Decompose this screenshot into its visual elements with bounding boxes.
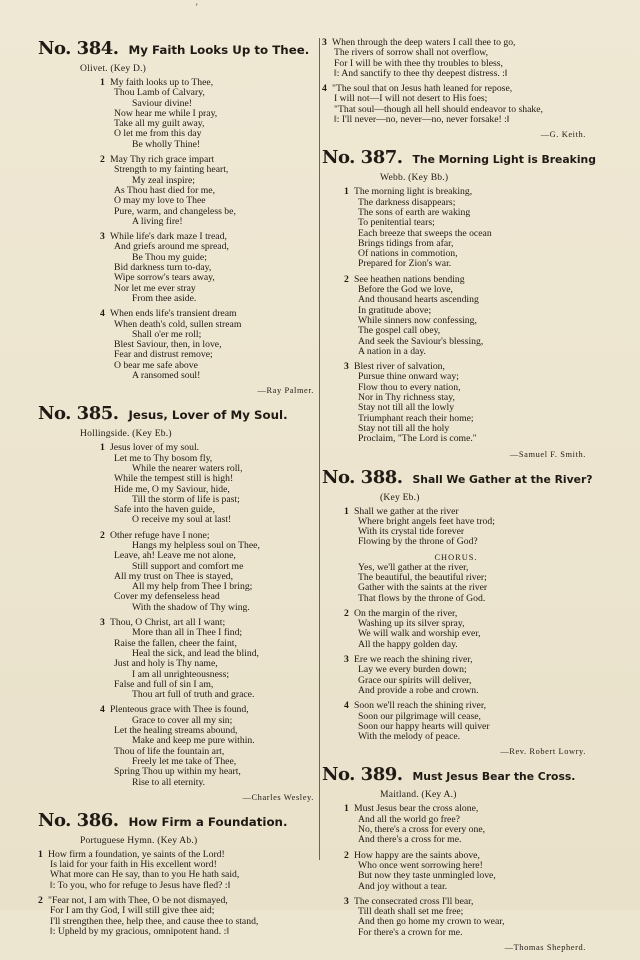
hymn-title: The Morning Light is Breaking [412, 153, 596, 167]
chorus-label: CHORUS. [434, 552, 478, 562]
chorus [322, 563, 590, 604]
stanza-number: 2 [344, 273, 349, 285]
verse-line: Must Jesus bear the cross alone, [354, 803, 479, 815]
stanza-number: 4 [100, 308, 105, 320]
verse-line: O let me from this day [114, 128, 202, 140]
verse-line: While sinners now confessing, [358, 314, 477, 326]
hymn-title: My Faith Looks Up to Thee. [128, 43, 310, 57]
hymn-author: —Ray Palmer. [257, 386, 314, 396]
verse-line: False and full of sin I am, [114, 678, 214, 690]
stanza-number: 3 [322, 37, 327, 48]
verse-line: I'll strengthen thee, help thee, and cause thee to stand, [50, 915, 259, 927]
verse-line: Fear and distrust remove; [114, 349, 213, 361]
stanza [38, 155, 318, 227]
stanza-number: 1 [344, 186, 349, 198]
stanza-number: 2 [344, 849, 349, 861]
verse-line: Till death shall set me free; [358, 906, 464, 918]
stanza [322, 897, 590, 938]
verse-line: "The soul that on Jesus hath leaned for repose, [332, 83, 513, 95]
chorus-line: The beautiful, the beautiful river; [358, 571, 487, 583]
hymn-number: No. 384. [38, 38, 119, 59]
hymn-tune: Webb. (Key Bb.) [380, 172, 449, 184]
hymn-tune: Olivet. (Key D.) [80, 63, 147, 74]
verse-line: Nor in Thy richness stay, [358, 392, 455, 404]
verse-line: Hide me, O my Saviour, hide, [114, 483, 230, 495]
verse-line: Just and holy is Thy name, [114, 658, 218, 670]
verse-line: Till the storm of life is past; [132, 493, 240, 505]
verse-line: For I will be with thee thy troubles to bless, [334, 57, 503, 69]
stanza-number: 3 [344, 654, 349, 666]
verse-line: And provide a robe and crown. [358, 684, 479, 696]
stanza [322, 655, 590, 696]
verse-line: My faith looks up to Thee, [110, 77, 214, 88]
verse-line: From thee aside. [132, 292, 197, 304]
hymn-title: How Firm a Foundation. [128, 814, 288, 829]
stanza [322, 187, 590, 269]
verse-line: Freely let me take of Thee, [132, 755, 237, 767]
verse-line: Thou Lamb of Calvary, [114, 87, 205, 99]
verse-line: For I am thy God, I will still give thee aid; [50, 905, 215, 917]
verse-line: And then go home my crown to wear, [358, 916, 505, 928]
verse-line: Soon we'll reach the shining river, [354, 700, 487, 712]
hymn-number: No. 386. [38, 809, 119, 831]
stanza-number: 2 [100, 154, 105, 166]
stanza [322, 609, 590, 650]
verse-line: A living fire! [132, 215, 183, 227]
verse-line: Nor let me ever stray [114, 282, 196, 294]
stanza-number: 4 [322, 83, 327, 95]
verse-line: And joy without a tear. [358, 880, 448, 892]
verse-line: Let me to Thy bosom fly, [114, 452, 213, 464]
verse-line: With the melody of peace. [358, 731, 461, 743]
page-mark: ' [196, 2, 198, 12]
verse-line: "That soul—though all hell should endeavor to shake, [334, 103, 543, 115]
verse-line: No, there's a cross for every one, [358, 824, 486, 836]
stanza [38, 850, 318, 891]
stanza-number: 3 [100, 617, 105, 629]
hymn-384 [38, 38, 318, 395]
hymn-388 [322, 466, 593, 757]
stanza [38, 705, 318, 787]
verse-line: When death's cold, sullen stream [114, 318, 242, 330]
verse-line: Blest Saviour, then, in love, [114, 339, 222, 351]
verse-line: May Thy rich grace impart [110, 154, 215, 166]
verse-line: Safe into the haven guide, [114, 504, 215, 516]
stanza-number: 2 [344, 607, 349, 619]
stanza [38, 443, 318, 525]
hymn-389 [322, 764, 590, 952]
verse-line: A nation in a day. [358, 345, 426, 357]
stanza-number: 3 [344, 895, 349, 907]
verse-line: As Thou hast died for me, [114, 184, 215, 196]
verse-line: Thou art full of truth and grace. [132, 689, 255, 701]
hymn-tune: Portuguese Hymn. (Key Ab.) [80, 834, 198, 846]
verse-line: Prepared for Zion's war. [358, 258, 452, 270]
verse-line: Wipe sorrow's tears away, [114, 272, 215, 284]
hymn-385 [38, 403, 318, 802]
hymn-title: Shall We Gather at the River? [412, 472, 593, 486]
left-column [38, 38, 318, 945]
verse-line: Ere we reach the shining river, [354, 654, 473, 666]
verse-line: Be wholly Thine! [132, 138, 201, 150]
stanza-number: 3 [344, 361, 349, 373]
verse-line: All my trust on Thee is stayed, [114, 570, 234, 582]
verse-line: Before the God we love, [358, 284, 453, 296]
verse-line: O receive my soul at last! [132, 514, 232, 526]
verse-line: Of nations in commotion, [358, 248, 458, 260]
stanza-number: 4 [344, 700, 349, 712]
verse-line: "Fear not, I am with Thee, O be not dismayed, [48, 895, 228, 906]
verse-line: And there's a cross for me. [358, 834, 462, 846]
verse-line: Now hear me while I pray, [114, 107, 218, 119]
stanza-number: 4 [100, 704, 105, 716]
hymn-heading [322, 147, 596, 169]
verse-line: And thousand hearts ascending [358, 294, 479, 306]
verse-line: In gratitude above; [358, 304, 432, 316]
stanza [322, 84, 590, 125]
verse-line: ‖: To you, who for refuge to Jesus have fled? :‖ [50, 879, 231, 891]
verse-line: Shall o'er me roll; [132, 328, 202, 340]
stanza-number: 1 [100, 77, 105, 88]
hymn-title: Must Jesus Bear the Cross. [412, 770, 576, 784]
hymn-tune: (Key Eb.) [380, 491, 420, 503]
verse-line: For there's a crown for me. [358, 926, 463, 938]
verse-line: Be Thou my guide; [132, 251, 207, 263]
verse-line: Grace to cover all my sin; [132, 714, 233, 726]
hymn-387 [322, 147, 596, 459]
verse-line: The morning light is breaking, [354, 186, 473, 198]
verse-line: Spring Thou up within my heart, [114, 766, 241, 778]
stanza-number: 2 [38, 895, 43, 906]
verse-line: The consecrated cross I'll bear, [354, 895, 474, 907]
stanza [322, 362, 590, 444]
hymn-heading [322, 764, 590, 785]
verse-line: While the nearer waters roll, [132, 462, 243, 474]
stanza-number: 1 [38, 848, 43, 860]
verse-line: Rise to all eternity. [132, 776, 206, 788]
hymn-heading [38, 810, 318, 831]
verse-line: See heathen nations bending [354, 273, 465, 285]
stanza [38, 531, 318, 613]
verse-line: While the tempest still is high! [114, 473, 234, 485]
verse-line: Make and keep me pure within. [132, 735, 255, 747]
verse-line: I am all unrighteousness; [132, 668, 230, 680]
verse-line: Raise the fallen, cheer the faint, [114, 637, 237, 649]
verse-line: Soon our pilgrimage will cease, [358, 710, 481, 722]
verse-line: We will walk and worship ever, [358, 628, 481, 640]
verse-line: With the shadow of Thy wing. [132, 601, 250, 613]
hymn-tune: Hollingside. (Key Eb.) [80, 428, 172, 440]
verse-line: Thou of life the fountain art, [114, 745, 225, 757]
hymn-author: —Rev. Robert Lowry. [500, 747, 586, 757]
verse-line: Who once went sorrowing here! [358, 859, 483, 871]
verse-line: More than all in Thee I find; [132, 627, 243, 639]
verse-line: Bid darkness turn to-day, [114, 262, 212, 274]
hymn-heading [38, 403, 318, 424]
stanza [38, 618, 318, 700]
hymn-386 [38, 810, 318, 937]
hymn-tune: Maitland. (Key A.) [380, 789, 457, 801]
verse-line: What more can He say, than to you He hath said, [50, 869, 240, 881]
verse-line: Leave, ah! Leave me not alone, [114, 550, 236, 562]
verse-line: On the margin of the river, [354, 607, 458, 619]
verse-line: O bear me safe above [114, 359, 198, 371]
verse-line: ‖: And sanctify to thee thy deepest distress. :‖ [334, 67, 508, 79]
verse-line: The darkness disappears; [358, 196, 456, 208]
verse-line: And griefs around me spread, [114, 241, 229, 253]
verse-line: Heal the sick, and lead the blind, [132, 647, 259, 659]
verse-line: My zeal inspire; [132, 174, 195, 186]
verse-line: ‖: I'll never—no, never—no, never forsake! :‖ [334, 114, 510, 126]
verse-line: When through the deep waters I call thee to go, [332, 37, 516, 48]
stanza-number: 3 [100, 231, 105, 243]
verse-line: Plenteous grace with Thee is found, [110, 704, 249, 716]
verse-line: Brings tidings from afar, [358, 237, 454, 249]
stanza [38, 78, 318, 150]
verse-line: Take all my guilt away, [114, 118, 205, 130]
stanza-number: 2 [100, 529, 105, 541]
verse-line: Let the healing streams abound, [114, 725, 238, 737]
verse-line: Other refuge have I none; [110, 529, 210, 541]
verse-line: Still support and comfort me [132, 560, 244, 572]
verse-line: With its crystal tide forever [358, 526, 465, 538]
stanza [322, 507, 590, 548]
chorus-line: That flows by the throne of God. [358, 592, 486, 604]
stanza [322, 38, 590, 79]
stanza-number: 1 [344, 803, 349, 815]
verse-line: And all the world go free? [358, 813, 460, 825]
verse-line: Triumphant reach their home; [358, 412, 474, 424]
hymn-heading [322, 466, 593, 488]
stanza [322, 851, 590, 892]
verse-line: Grace our spirits will deliver, [358, 674, 472, 686]
verse-line: When ends life's transient dream [110, 308, 237, 320]
hymn-number: No. 388. [322, 466, 403, 488]
stanza-number: 1 [100, 442, 105, 454]
hymn-386-continued [322, 38, 590, 139]
chorus-line: Yes, we'll gather at the river, [358, 561, 469, 573]
verse-line: Flowing by the throne of God? [358, 536, 478, 548]
verse-line: But now they taste unmingled love, [358, 870, 496, 882]
verse-line: Hangs my helpless soul on Thee, [132, 539, 260, 551]
verse-line: Is laid for your faith in His excellent word! [50, 859, 217, 871]
hymn-number: No. 389. [322, 764, 403, 786]
verse-line: And seek the Saviour's blessing, [358, 335, 484, 347]
verse-line: O may my love to Thee [114, 195, 206, 207]
stanza [38, 232, 318, 304]
verse-line: Saviour divine! [132, 97, 192, 109]
hymn-author: —Samuel F. Smith. [509, 449, 586, 459]
hymn-number: No. 387. [322, 147, 403, 169]
stanza [322, 701, 590, 742]
verse-line: How firm a foundation, ye saints of the Lord! [48, 848, 225, 860]
verse-line: Pure, warm, and changeless be, [114, 205, 236, 217]
hymn-heading [38, 38, 318, 59]
verse-line: The rivers of sorrow shall not overflow, [334, 47, 489, 59]
verse-line: To penitential tears; [358, 217, 435, 229]
verse-line: Shall we gather at the river [354, 505, 459, 517]
verse-line: While life's dark maze I tread, [110, 231, 227, 243]
verse-line: The sons of earth are waking [358, 206, 471, 218]
verse-line: Blest river of salvation, [354, 361, 445, 373]
stanza [38, 309, 318, 381]
verse-line: All my help from Thee I bring; [132, 581, 253, 593]
verse-line: Pursue thine onward way; [358, 371, 459, 383]
stanza-number: 1 [344, 505, 349, 517]
verse-line: Cover my defenseless head [114, 591, 220, 603]
chorus-line: Gather with the saints at the river [358, 582, 488, 594]
stanza [322, 275, 590, 357]
verse-line: Thou, O Christ, art all I want; [110, 617, 226, 629]
verse-line: All the happy golden day. [358, 638, 458, 650]
hymn-title: Jesus, Lover of My Soul. [128, 408, 288, 423]
verse-line: Stay not till all the lowly [358, 402, 455, 414]
verse-line: A ransomed soul! [132, 370, 201, 382]
verse-line: Jesus lover of my soul. [110, 442, 200, 454]
verse-line: Lay we every burden down; [358, 664, 467, 676]
column-divider [319, 38, 320, 860]
verse-line: The gospel call obey, [358, 325, 441, 337]
stanza [38, 896, 318, 937]
verse-line: I will not—I will not desert to His foes; [334, 93, 488, 105]
hymn-number: No. 385. [38, 403, 119, 425]
verse-line: ‖: Upheld by my gracious, omnipotent hand. :‖ [50, 925, 229, 937]
verse-line: Where bright angels feet have trod; [358, 515, 495, 527]
verse-line: Each breeze that sweeps the ocean [358, 227, 492, 239]
verse-line: How happy are the saints above, [354, 849, 480, 861]
hymn-author: —Thomas Shepherd. [504, 943, 586, 952]
stanza [322, 804, 590, 845]
verse-line: Soon our happy hearts will quiver [358, 720, 490, 732]
right-column [322, 37, 596, 960]
verse-line: Stay not till all the holy [358, 422, 450, 434]
hymn-author: —Charles Wesley. [242, 792, 314, 802]
verse-line: Washing up its silver spray, [358, 618, 465, 630]
verse-line: Flow thou to every nation, [358, 381, 461, 393]
verse-line: Proclaim, "The Lord is come." [358, 433, 477, 445]
hymn-author: —G. Keith. [540, 130, 586, 140]
verse-line: Strength to my fainting heart, [114, 164, 229, 176]
